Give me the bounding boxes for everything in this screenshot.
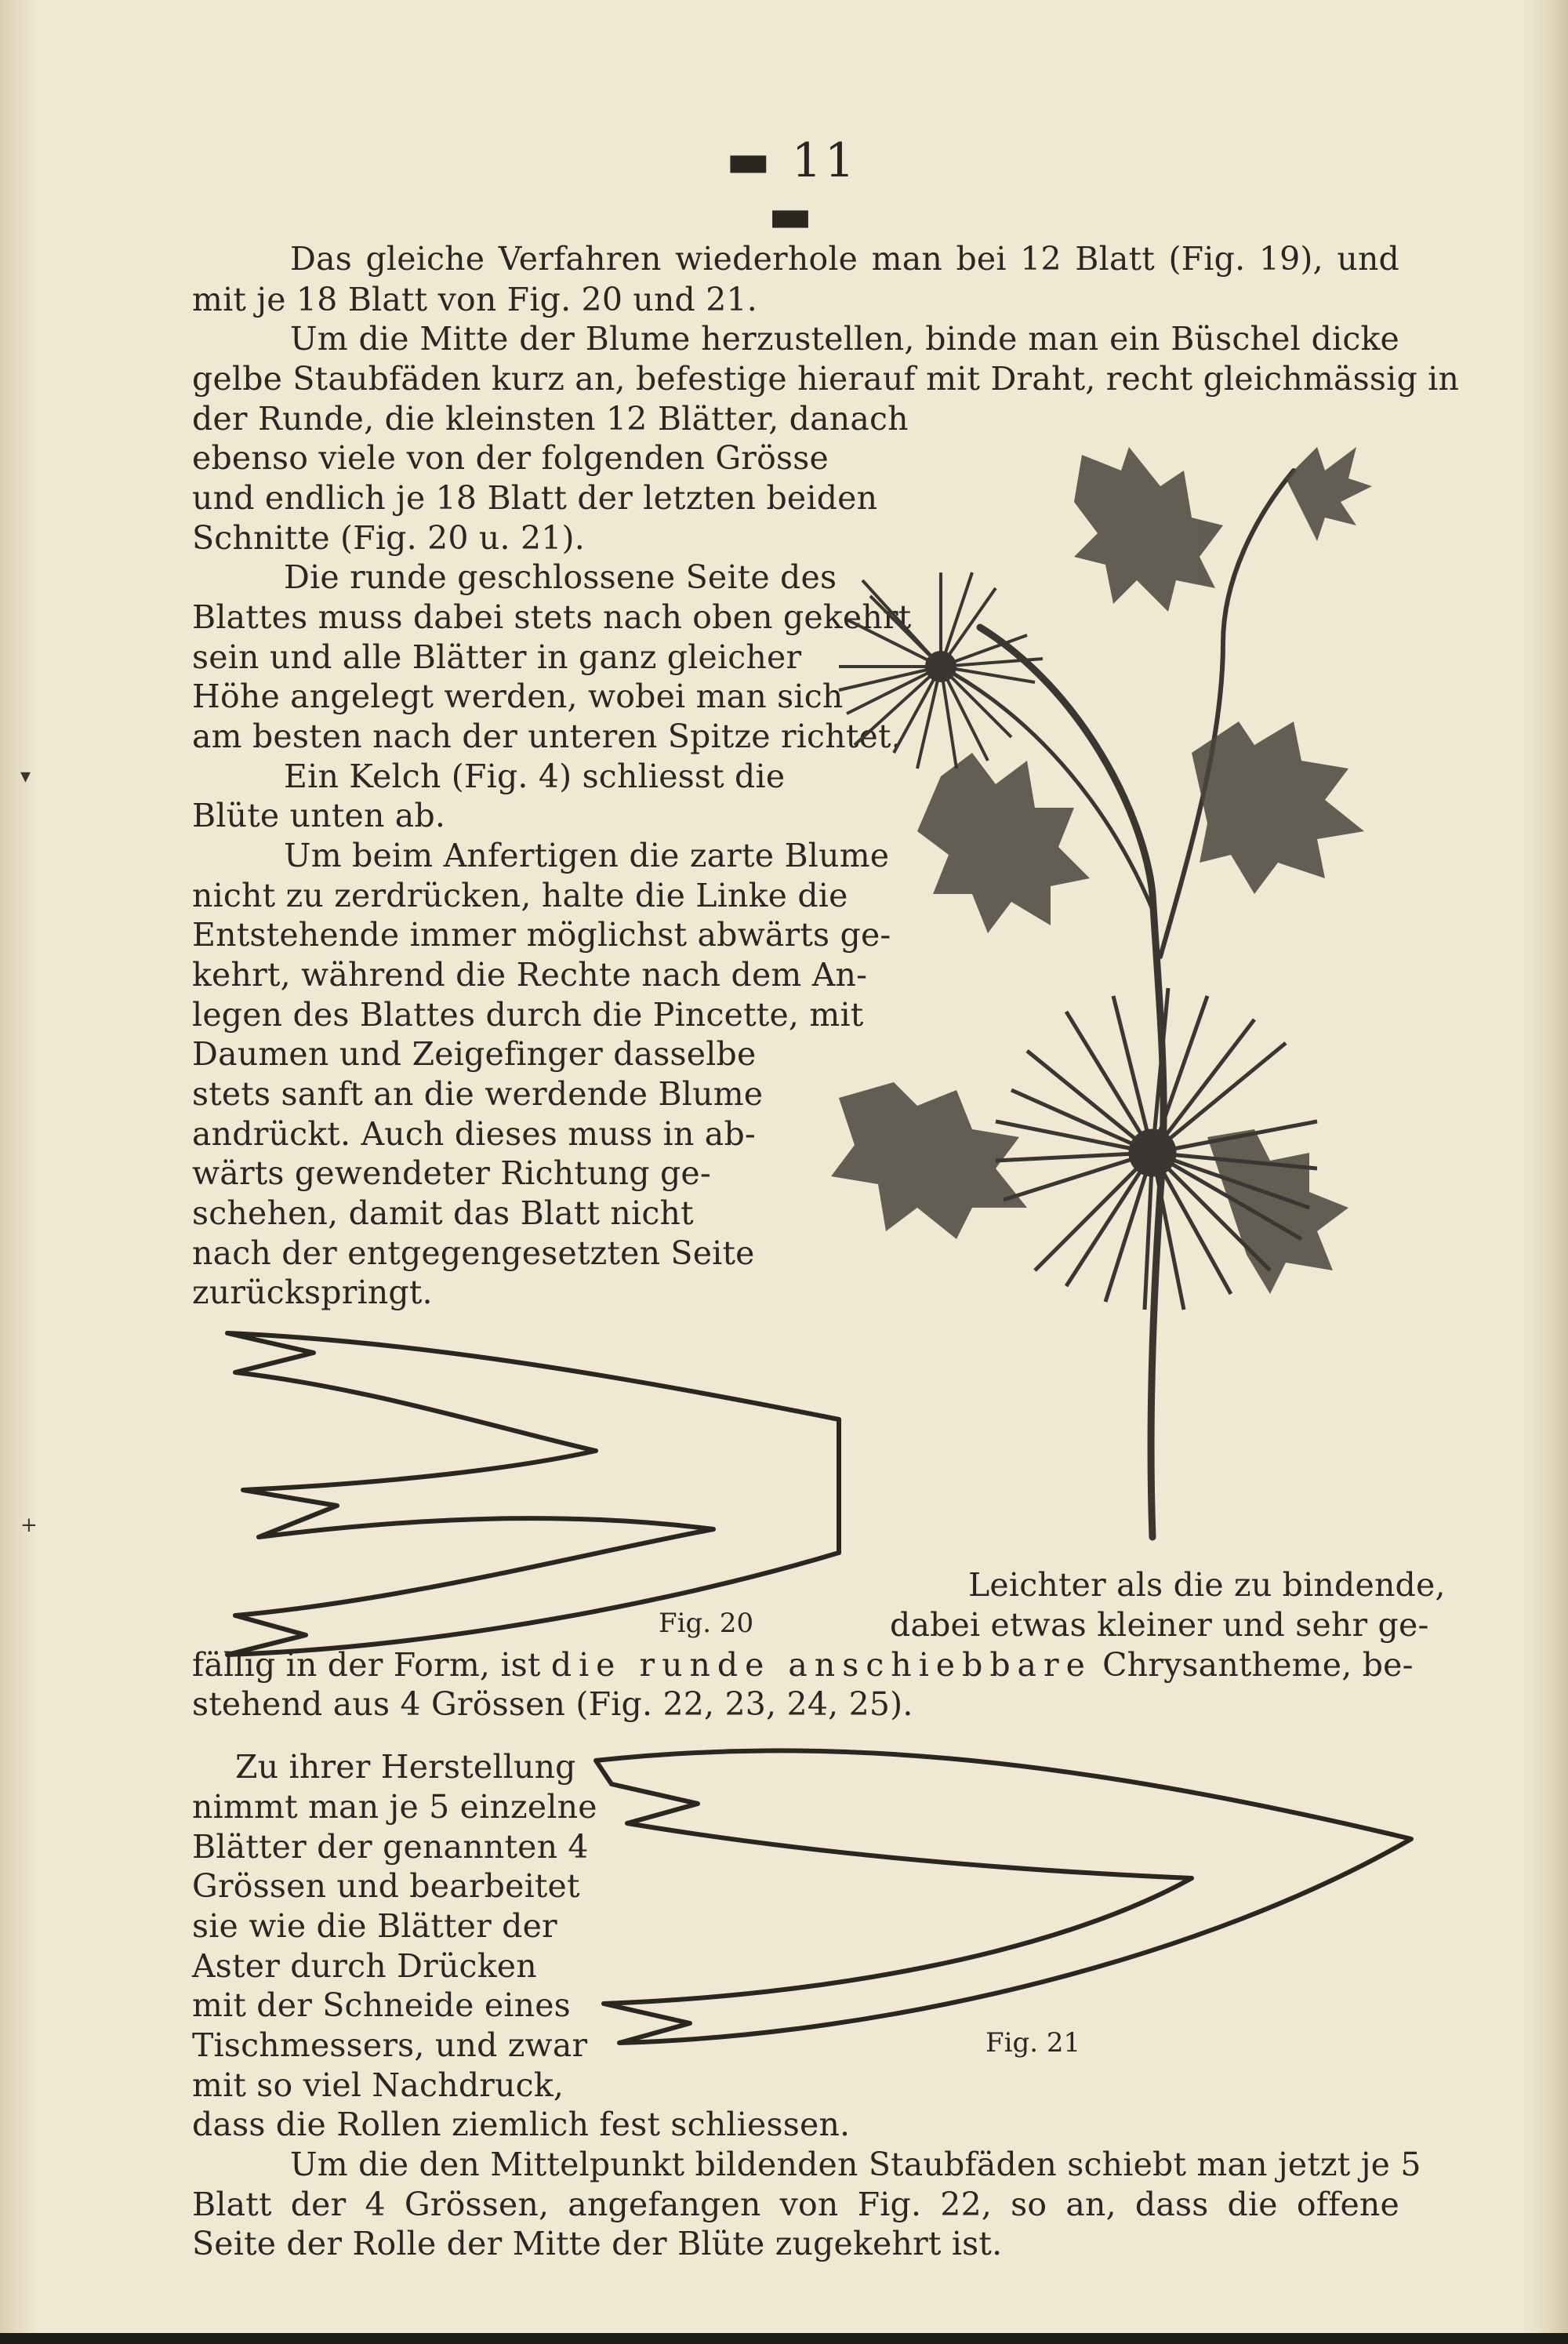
page-number: ▬ 11 ▬ (725, 133, 858, 243)
text-line: Ein Kelch (Fig. 4) schliesst die (284, 758, 786, 795)
binding-edge (0, 0, 38, 2344)
text-line: nach der entgegengesetzten Seite (192, 1234, 755, 1272)
text-line: Blatt der 4 Grössen, angefangen von Fig. 22, so an, dass die offene (192, 2186, 1399, 2223)
text-line: nimmt man je 5 einzelne (192, 1788, 597, 1826)
text-line: Blätter der genannten 4 (192, 1828, 589, 1866)
text-line: andrückt. Auch dieses muss in ab- (192, 1115, 756, 1153)
margin-mark: ▾ (20, 765, 31, 788)
text-line: mit so viel Nachdruck, (192, 2066, 564, 2104)
text-line: Um die Mitte der Blume herzustellen, binde man ein Büschel dicke (290, 320, 1399, 358)
text-line: sein und alle Blätter in ganz gleicher (192, 638, 802, 676)
text-line: nicht zu zerdrücken, halte die Linke die (192, 877, 848, 914)
page-bottom-border (0, 2333, 1568, 2344)
text-line: Seite der Rolle der Mitte der Blüte zugekehrt ist. (192, 2225, 1003, 2262)
text-line: Blüte unten ab. (192, 797, 446, 834)
fig21-petal-pattern (580, 1737, 1427, 2059)
chrysanthemum-illustration (784, 408, 1443, 1545)
page-edge (1521, 0, 1568, 2344)
text-line: Das gleiche Verfahren wiederhole man bei 12 Blatt (Fig. 19), und (290, 240, 1399, 278)
small-flower (839, 572, 1043, 769)
text-line: kehrt, während die Rechte nach dem An- (192, 956, 868, 994)
text-line: Um beim Anfertigen die zarte Blume (284, 837, 890, 874)
text-line: mit der Schneide eines (192, 1986, 571, 2024)
text-line: und endlich je 18 Blatt der letzten beiden (192, 479, 878, 517)
ornament-left: ▬ (725, 133, 792, 188)
fig20-petal-pattern (212, 1317, 855, 1663)
fig20-caption: Fig. 20 (659, 1608, 754, 1639)
text-line: Entstehende immer möglichst abwärts ge- (192, 916, 891, 954)
text-line: Die runde geschlossene Seite des (284, 558, 837, 596)
ornament-right: ▬ (768, 188, 816, 243)
text-line: zurückspringt. (192, 1274, 433, 1311)
text-line: Zu ihrer Herstellung (235, 1748, 576, 1786)
text-line: stehend aus 4 Grössen (Fig. 22, 23, 24, 25). (192, 1685, 913, 1723)
text-line: gelbe Staubfäden kurz an, befestige hierauf mit Draht, recht gleichmässig in (192, 360, 1460, 398)
margin-mark: + (20, 1514, 38, 1537)
text-line: sie wie die Blätter der (192, 1907, 557, 1945)
spaced-emphasis: die runde anschiebbare (550, 1646, 1092, 1684)
text-line: Höhe angelegt werden, wobei man sich (192, 678, 844, 715)
text-line: Grössen und bearbeitet (192, 1867, 580, 1905)
text-line: schehen, damit das Blatt nicht (192, 1194, 694, 1232)
text-line: dabei etwas kleiner und sehr ge- (890, 1606, 1429, 1644)
text-line: dass die Rollen ziemlich fest schliessen. (192, 2106, 851, 2143)
text-line: der Runde, die kleinsten 12 Blätter, danach (192, 400, 909, 438)
text-line: stets sanft an die werdende Blume (192, 1075, 764, 1113)
text-line: Aster durch Drücken (192, 1947, 537, 1985)
text-line: fällig in der Form, ist die runde anschiebbare Chrysantheme, be- (192, 1646, 1414, 1684)
text-line: Um die den Mittelpunkt bildenden Staubfäden schiebt man jetzt je 5 (290, 2146, 1421, 2183)
text-line: Tischmessers, und zwar (192, 2026, 588, 2064)
text-line: Schnitte (Fig. 20 u. 21). (192, 519, 585, 557)
text-line: Leichter als die zu bindende, (968, 1566, 1446, 1604)
text-line: wärts gewendeter Richtung ge- (192, 1154, 711, 1192)
text-line: ebenso viele von der folgenden Grösse (192, 439, 829, 477)
text-line: legen des Blattes durch die Pincette, mit (192, 996, 864, 1034)
text-line: Blattes muss dabei stets nach oben gekehrt (192, 598, 912, 636)
text-line: mit je 18 Blatt von Fig. 20 und 21. (192, 281, 758, 318)
text-line: am besten nach der unteren Spitze richtet. (192, 718, 902, 755)
fig21-caption: Fig. 21 (985, 2027, 1081, 2059)
text-line: Daumen und Zeigefinger dasselbe (192, 1035, 757, 1073)
